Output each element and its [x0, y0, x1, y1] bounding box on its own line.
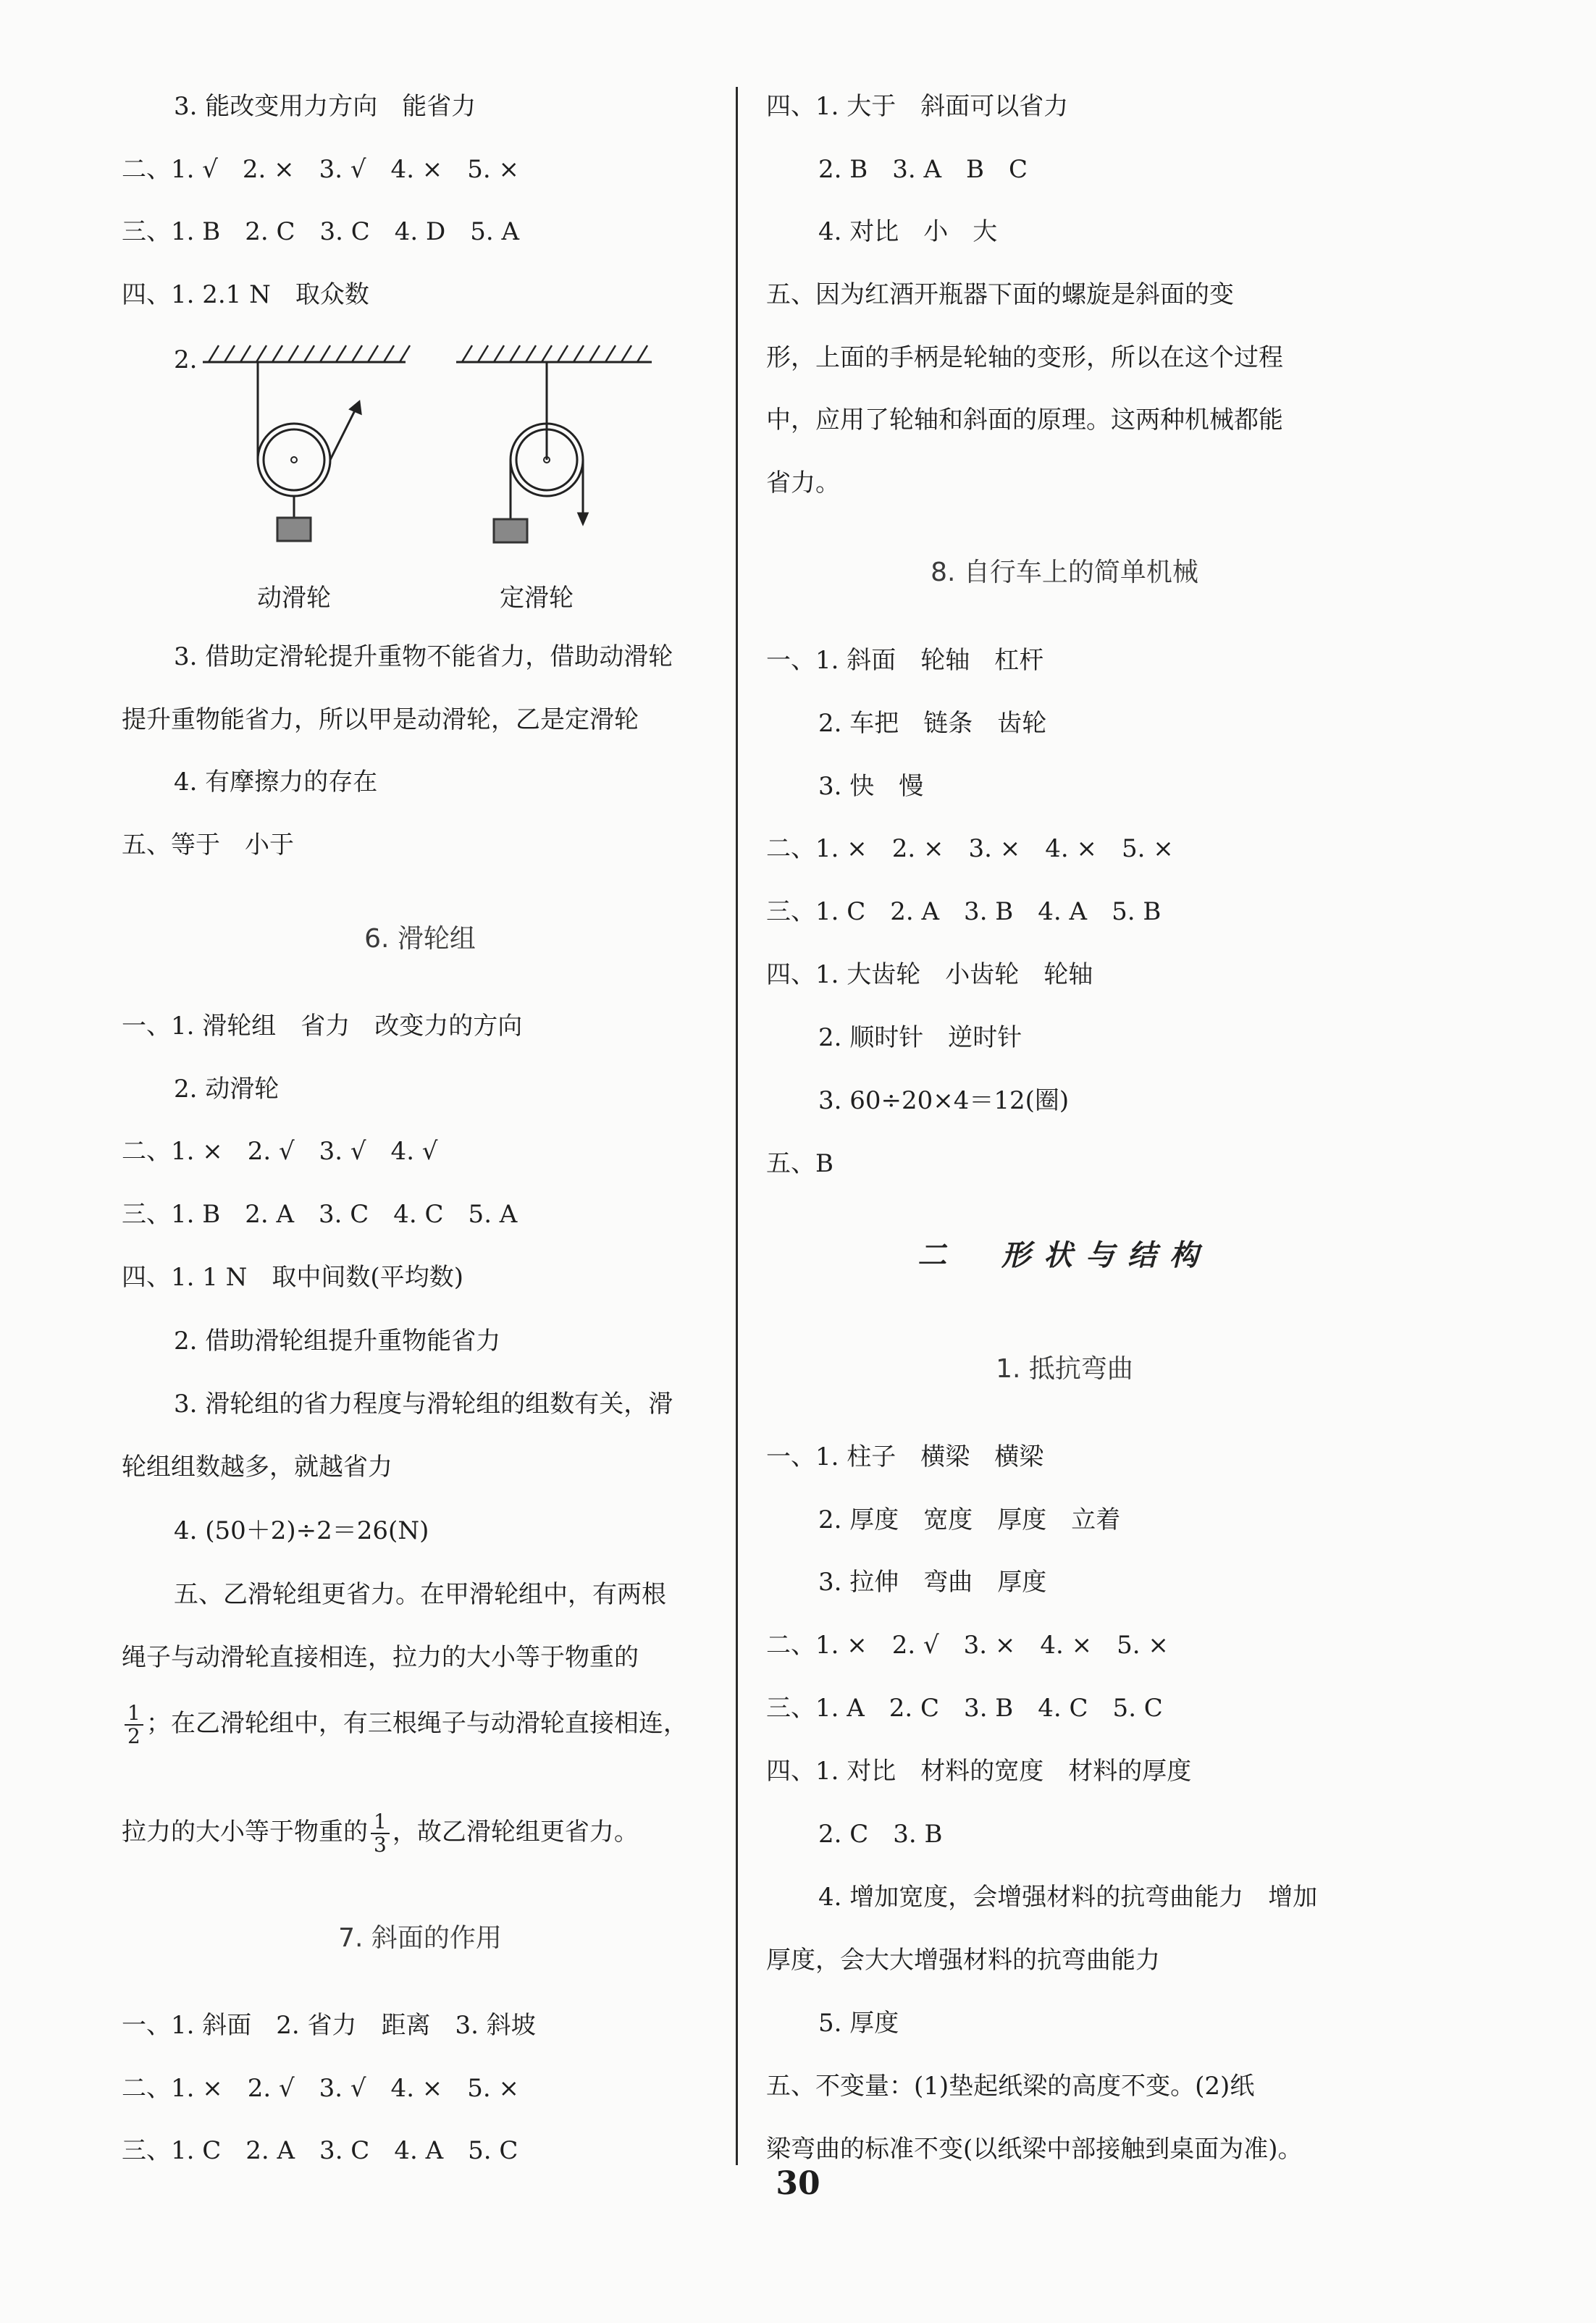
answer-line: 4. 增加宽度，会增强材料的抗弯曲能力 增加 [818, 1883, 1318, 1912]
answer-line: 四、1. 大于 斜面可以省力 [766, 92, 1069, 121]
section-title-7: 7. 斜面的作用 [338, 1923, 502, 1953]
answer-line: 中，应用了轮轴和斜面的原理。这两种机械都能 [766, 406, 1283, 434]
answer-line: 4. (50＋2)÷2＝26(N) [174, 1516, 429, 1545]
answer-line: 一、1. 斜面 轮轴 杠杆 [766, 646, 1044, 675]
pulley-diagram [116, 329, 710, 619]
fraction-one-third: $\frac{1}{3}$ [371, 1811, 390, 1856]
answer-line: 3. 借助定滑轮提升重物不能省力，借助动滑轮 [174, 642, 673, 671]
answer-line: 五、等于 小于 [122, 831, 294, 860]
answer-line: 2. 动滑轮 [174, 1075, 280, 1104]
answer-line: 二、1. × 2. √ 3. √ 4. √ [122, 1137, 438, 1166]
answer-line: 二、1. × 2. × 3. × 4. × 5. × [766, 834, 1174, 863]
answer-line: 五、因为红酒开瓶器下面的螺旋是斜面的变 [766, 280, 1234, 309]
answer-line: 4. 有摩擦力的存在 [174, 768, 378, 797]
answer-line: 四、1. 1 N 取中间数(平均数) [122, 1263, 463, 1292]
movable-pulley [203, 345, 410, 541]
answer-line: 2. C 3. B [818, 1820, 943, 1849]
answer-line: 三、1. C 2. A 3. C 4. A 5. C [122, 2136, 518, 2165]
answer-line: 3. 拉伸 弯曲 厚度 [818, 1568, 1047, 1597]
pulley-drawings [116, 329, 710, 619]
answer-line: 五、乙滑轮组更省力。在甲滑轮组中，有两根 [174, 1580, 666, 1609]
answer-line: 形，上面的手柄是轮轴的变形，所以在这个过程 [766, 343, 1283, 372]
answer-line: 3. 滑轮组的省力程度与滑轮组的组数有关，滑 [174, 1390, 673, 1419]
answer-line: 一、1. 斜面 2. 省力 距离 3. 斜坡 [122, 2011, 536, 2040]
diagram-item-number: 2. [174, 345, 198, 374]
answer-line: 省力。 [766, 469, 840, 497]
answer-line: 5. 厚度 [818, 2009, 899, 2038]
answer-line: 绳子与动滑轮直接相连，拉力的大小等于物重的 [122, 1643, 639, 1672]
chapter-title: 二 形状与结构 [917, 1238, 1211, 1272]
answer-line: 二、1. × 2. √ 3. √ 4. × 5. × [122, 2074, 520, 2103]
section-title-1: 1. 抵抗弯曲 [996, 1354, 1133, 1384]
answer-line: 二、1. √ 2. × 3. √ 4. × 5. × [122, 155, 520, 184]
answer-line-fraction: $\frac{1}{2}$ ；在乙滑轮组中，有三根绳子与动滑轮直接相连， [122, 1698, 688, 1749]
answer-line: 三、1. B 2. C 3. C 4. D 5. A [122, 217, 520, 246]
answer-line: 三、1. C 2. A 3. B 4. A 5. B [766, 897, 1162, 926]
section-title-6: 6. 滑轮组 [364, 924, 476, 954]
answer-line: 2. 顺时针 逆时针 [818, 1023, 1022, 1052]
answer-line: 三、1. A 2. C 3. B 4. C 5. C [766, 1694, 1163, 1723]
pulley-label-fixed: 定滑轮 [500, 584, 574, 613]
answer-line: 五、B [766, 1149, 833, 1178]
answer-line: 轮组组数越多，就越省力 [122, 1453, 392, 1482]
answer-line: 梁弯曲的标准不变(以纸梁中部接触到桌面为准)。 [766, 2135, 1303, 2164]
answer-line: 2. 借助滑轮组提升重物能省力 [174, 1327, 501, 1356]
answer-line: 3. 能改变用力方向 能省力 [174, 92, 476, 121]
answer-line: 4. 对比 小 大 [818, 217, 998, 246]
answer-line: 3. 60÷20×4＝12(圈) [818, 1086, 1070, 1115]
fraction-one-half: $\frac{1}{2}$ [125, 1702, 143, 1747]
answer-line: 四、1. 2.1 N 取众数 [122, 280, 369, 309]
answer-line: 2. 车把 链条 齿轮 [818, 709, 1047, 738]
answer-line: 四、1. 大齿轮 小齿轮 轮轴 [766, 960, 1093, 989]
answer-line: 一、1. 柱子 横梁 横梁 [766, 1442, 1044, 1471]
answer-line-fraction: 拉力的大小等于物重的 $\frac{1}{3}$ ，故乙滑轮组更省力。 [122, 1810, 639, 1857]
answer-line: 3. 快 慢 [818, 772, 924, 801]
page-number: 30 [776, 2165, 820, 2202]
section-title-8: 8. 自行车上的简单机械 [931, 558, 1198, 587]
answer-line: 三、1. B 2. A 3. C 4. C 5. A [122, 1200, 518, 1229]
answer-line: 2. 厚度 宽度 厚度 立着 [818, 1505, 1121, 1534]
answer-line: 厚度，会大大增强材料的抗弯曲能力 [766, 1946, 1160, 1975]
answer-line: 二、1. × 2. √ 3. × 4. × 5. × [766, 1631, 1169, 1660]
answer-line: 四、1. 对比 材料的宽度 材料的厚度 [766, 1757, 1192, 1786]
column-divider [736, 87, 738, 2165]
answer-line: 一、1. 滑轮组 省力 改变力的方向 [122, 1012, 523, 1041]
answer-line: 五、不变量：(1)垫起纸梁的高度不变。(2)纸 [766, 2072, 1255, 2101]
answer-line: 2. B 3. A B C [818, 155, 1028, 184]
pulley-label-movable: 动滑轮 [257, 584, 331, 613]
answer-line: 提升重物能省力，所以甲是动滑轮，乙是定滑轮 [122, 705, 639, 734]
fixed-pulley [456, 345, 652, 542]
